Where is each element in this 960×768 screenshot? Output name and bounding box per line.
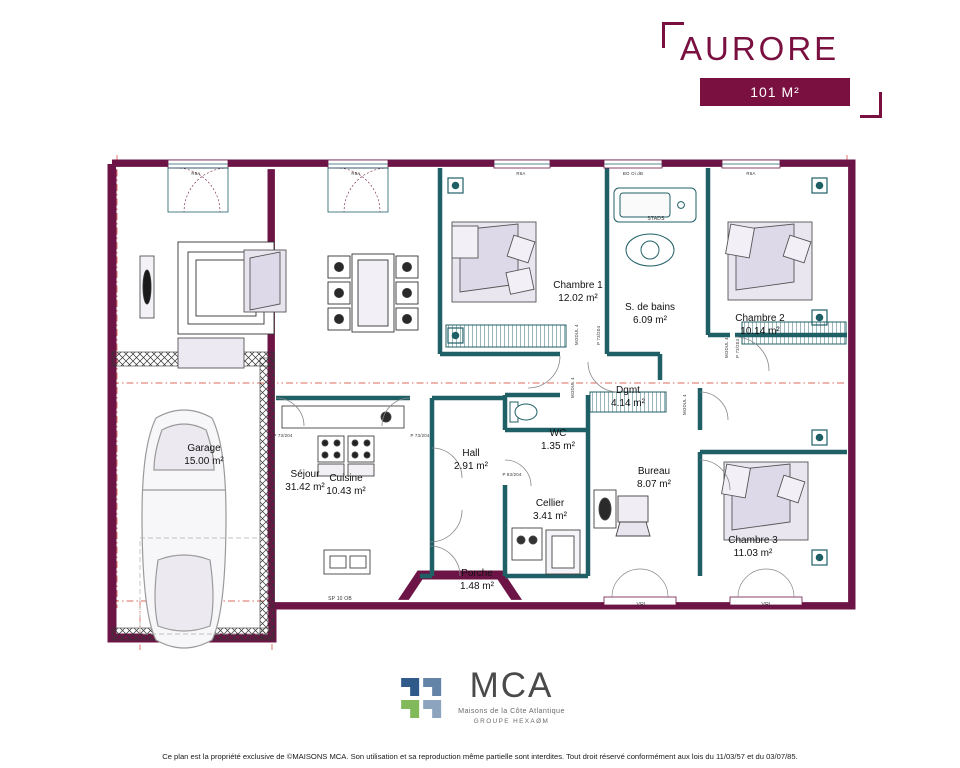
legal-notice: Ce plan est la propriété exclusive de ©MAISONS MCA. Son utilisation et sa reproduction même partielle sont interdites. Tout droit réservé conformément aux lois du 11/03/57 et du 03/07/85. [162,752,798,761]
chambre3-furniture [722,462,808,540]
room-name: S. de bains [624,302,676,313]
logo-tagline: Maisons de la Côte Atlantique [458,706,565,715]
opening-tag: R6A [351,171,361,176]
opening-tag: P 73/204 [273,433,293,438]
opening-tag: P 73/204 [410,433,430,438]
room-name: Garage [187,443,221,454]
surface-badge: 101 M² [700,78,850,106]
room-name: WC [549,428,567,439]
opening-tag: MODUL 4 [570,377,575,398]
room-area: 10.14 m² [740,325,780,337]
cellier-equipment [512,528,580,574]
garage-car [142,410,226,648]
logo-group: GROUPE HEXAØM [473,718,550,725]
floor-plan-svg [0,130,960,650]
opening-tag: R6A [191,171,201,176]
room-area: 3.41 m² [533,510,567,522]
room-area: 31.42 m² [285,481,325,493]
room-name: Chambre 3 [728,535,778,546]
room-area: 6.09 m² [633,314,667,326]
chambre2-furniture [726,222,812,300]
chambre2-wardrobe [742,322,846,344]
opening-tag: BO Oi dB [622,171,644,176]
room-area: 1.48 m² [460,580,494,592]
room-area: 4.14 m² [611,397,645,409]
opening-tag: MODUL 4 [682,394,687,415]
opening-tag: P 73/204 [735,338,740,358]
opening-tag: P 83/204 [502,472,522,477]
room-area: 2.91 m² [454,460,488,472]
plan-header [662,22,882,118]
opening-tag: R6A [746,171,756,176]
room-name: Séjour [290,469,320,480]
opening-tag: SP 10 OB [328,596,352,602]
room-name: Bureau [637,466,671,477]
room-area: 11.03 m² [733,547,773,559]
mca-logo-mark-icon [395,672,449,722]
mca-logo [395,668,565,725]
corner-bracket-bottom-right-icon [860,92,882,118]
wc-fixtures [510,402,537,422]
room-area: 12.02 m² [558,292,598,304]
opening-tag: MODUL 4 [724,337,729,358]
room-name: Cuisine [329,473,363,484]
room-name: Cellier [535,498,565,509]
sejour-furniture [140,242,286,368]
bureau-furniture [594,490,650,536]
room-area: 8.07 m² [637,478,671,490]
dgmt-wardrobe [590,392,666,412]
room-name: Dgmt [616,385,640,396]
opening-tag: VRI [761,602,771,608]
opening-tag: STADS [647,216,665,222]
plan-footer [0,660,960,768]
room-name: Porche [461,568,493,579]
room-area: 10.43 m² [326,485,366,497]
logo-name: MCA [469,666,554,705]
chambre1-wardrobe [446,325,566,347]
chambre1-furniture [452,222,536,302]
opening-tag: MODUL 4 [574,324,579,345]
opening-tag: R6A [516,171,526,176]
room-name: Chambre 1 [553,280,603,291]
floor-plan-drawing [0,130,960,650]
room-name: Chambre 2 [735,313,785,324]
dining-set [328,254,418,332]
opening-tag: VRI [636,602,646,608]
cuisine-furniture [282,406,404,574]
room-name: Hall [462,448,480,459]
opening-tag: P 73/204 [596,325,601,345]
bathroom-fixtures [614,188,696,266]
model-name: AURORE [680,30,840,67]
room-area: 15.00 m² [184,455,224,467]
room-area: 1.35 m² [541,440,575,452]
